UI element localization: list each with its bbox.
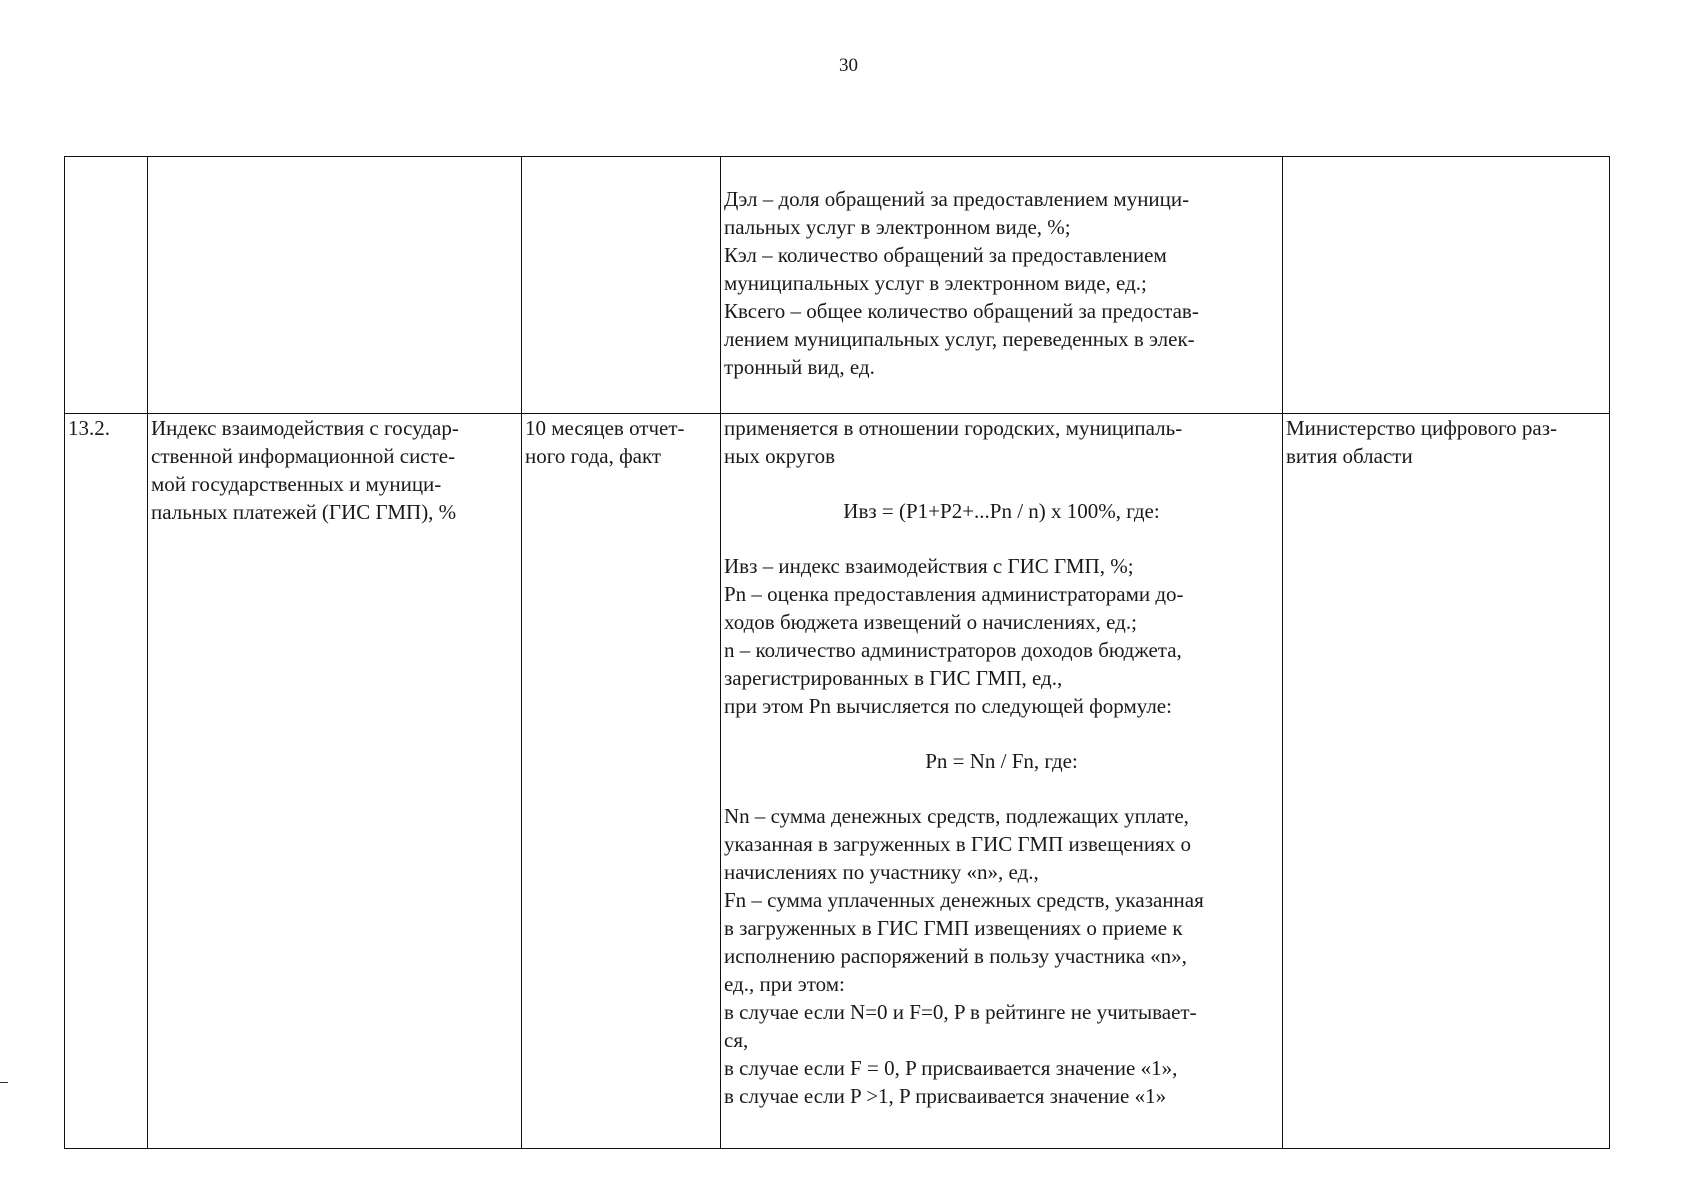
period-line: 10 месяцев отчет- <box>525 416 685 440</box>
cell-period <box>522 414 721 1149</box>
method-line: n – количество администраторов доходов бюджета, <box>724 638 1182 662</box>
cell-responsible <box>1283 414 1610 1149</box>
method-line: начислениях по участнику «n», ед., <box>724 860 1039 884</box>
method-line: ся, <box>724 1028 749 1052</box>
method-line: ходов бюджета извещений о начислениях, ед.; <box>724 610 1137 634</box>
method-line: муниципальных услуг в электронном виде, ед.; <box>724 271 1147 295</box>
method-line: Nn – сумма денежных средств, подлежащих уплате, <box>724 804 1189 828</box>
period-line: ного года, факт <box>525 444 662 468</box>
method-line: зарегистрированных в ГИС ГМП, ед., <box>724 666 1063 690</box>
method-line: Fn – сумма уплаченных денежных средств, указанная <box>724 888 1204 912</box>
method-line: при этом Pn вычисляется по следующей формуле: <box>724 694 1172 718</box>
method-line: применяется в отношении городских, муниципаль- <box>724 416 1183 440</box>
method-line: исполнению распоряжений в пользу участника «n», <box>724 944 1187 968</box>
responsible-line: вития области <box>1286 444 1413 468</box>
cell-calculation-method <box>721 157 1283 414</box>
method-line: Ивз – индекс взаимодействия с ГИС ГМП, %; <box>724 554 1134 578</box>
spacer <box>724 470 1279 497</box>
table-row-13-2 <box>65 414 1610 1149</box>
cell-number <box>65 157 148 414</box>
method-line: тронный вид, ед. <box>724 355 875 379</box>
method-line: в случае если N=0 и F=0, P в рейтинге не учитывает- <box>724 1000 1197 1024</box>
indicator-line: пальных платежей (ГИС ГМП), % <box>151 500 457 524</box>
page-number: 30 <box>839 55 858 76</box>
spacer <box>724 525 1279 552</box>
table-row-continued <box>65 157 1610 414</box>
formula-pn: Pn = Nn / Fn, где: <box>925 749 1078 773</box>
cell-period <box>522 157 721 414</box>
indicator-line: ственной информационной систе- <box>151 444 456 468</box>
spacer <box>724 720 1279 747</box>
formula-index: Ивз = (P1+P2+...Pn / n) x 100%, где: <box>843 499 1160 523</box>
method-line: указанная в загруженных в ГИС ГМП извещениях о <box>724 832 1191 856</box>
responsible-line: Министерство цифрового раз- <box>1286 416 1558 440</box>
method-line: Квсего – общее количество обращений за предостав- <box>724 299 1199 323</box>
method-line: в случае если P >1, P присваивается значение «1» <box>724 1084 1167 1108</box>
indicators-table <box>64 156 1610 1149</box>
margin-tick-mark <box>0 1082 8 1083</box>
cell-number: 13.2. <box>65 414 148 1149</box>
method-line: ных округов <box>724 444 836 468</box>
method-line: Дэл – доля обращений за предоставлением муници- <box>724 187 1190 211</box>
indicator-line: мой государственных и муници- <box>151 472 442 496</box>
cell-responsible <box>1283 157 1610 414</box>
cell-calculation-method <box>721 414 1283 1149</box>
spacer <box>724 775 1279 802</box>
indicator-line: Индекс взаимодействия с государ- <box>151 416 459 440</box>
method-line: пальных услуг в электронном виде, %; <box>724 215 1071 239</box>
method-line: в загруженных в ГИС ГМП извещениях о приеме к <box>724 916 1183 940</box>
cell-indicator <box>148 157 522 414</box>
cell-indicator <box>148 414 522 1149</box>
method-line: Pn – оценка предоставления администраторами до- <box>724 582 1184 606</box>
method-line: лением муниципальных услуг, переведенных в элек- <box>724 327 1195 351</box>
method-line: в случае если F = 0, P присваивается значение «1», <box>724 1056 1178 1080</box>
method-line: ед., при этом: <box>724 972 845 996</box>
method-line: Кэл – количество обращений за предоставлением <box>724 243 1167 267</box>
